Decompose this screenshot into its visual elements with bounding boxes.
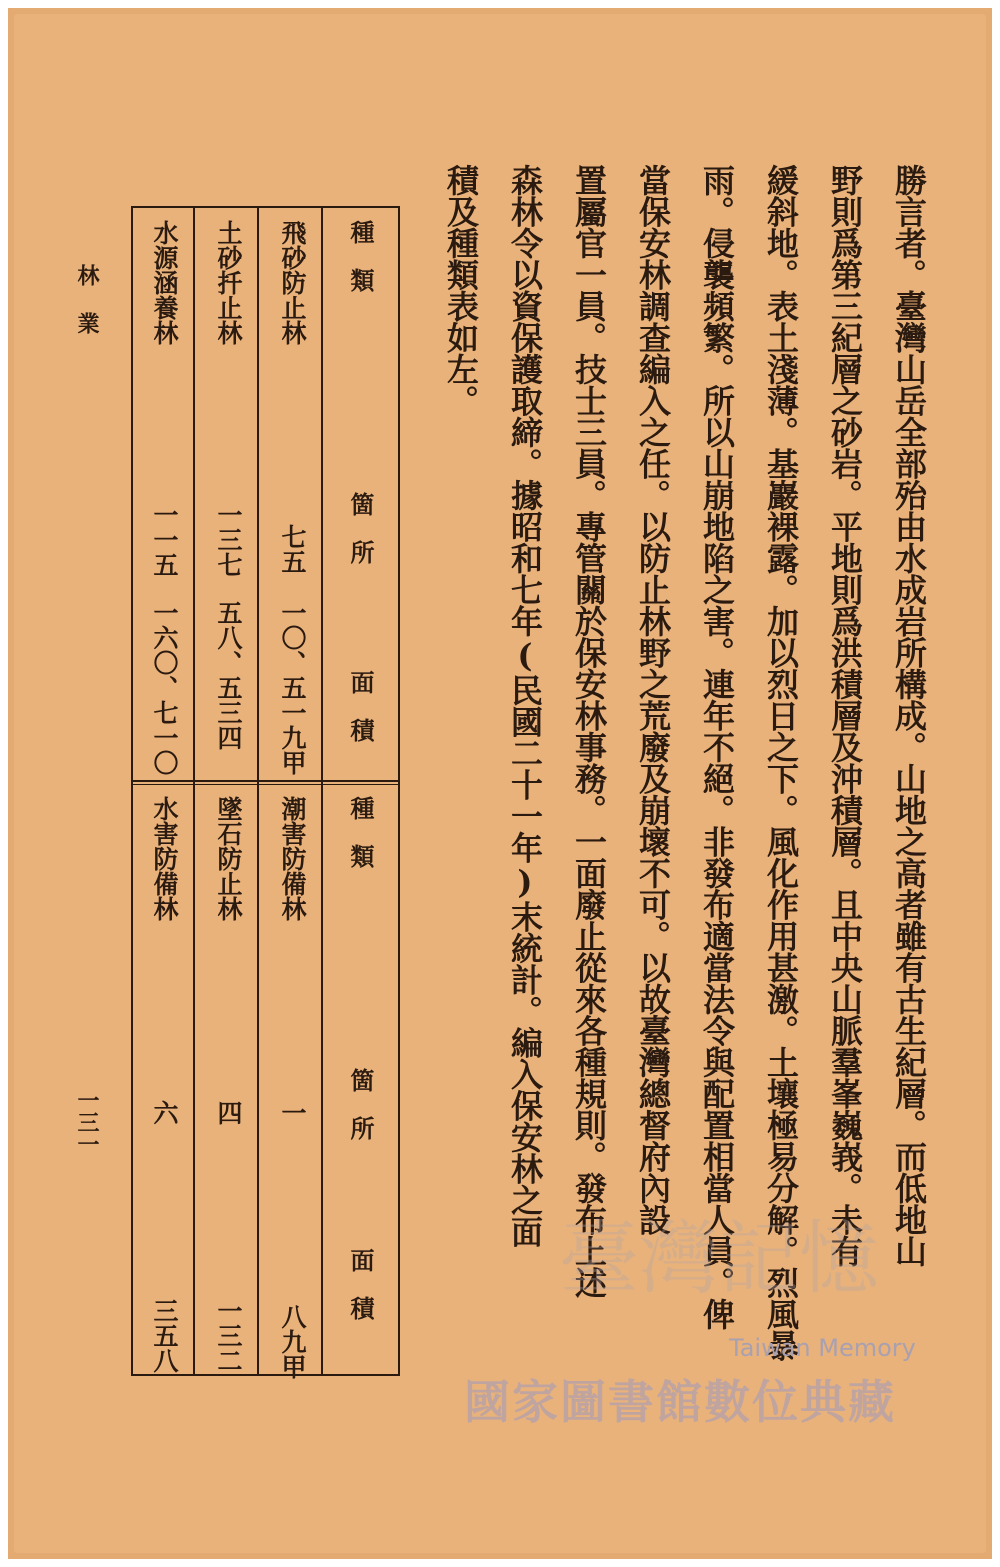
header-count: 箇 所 [346,1068,375,1140]
row-area: 五八、五三四 [214,600,243,750]
header-type: 種 類 [346,220,375,292]
watermark-text: 國家圖書館數位典藏 [464,1375,896,1429]
body-column-2: 野則爲第三紀層之砂岩。平地則爲洪積層及沖積層。且中央山脈羣峯巍峩。未有 [826,164,864,1267]
table-rule [321,208,323,1374]
watermark-logo: 臺灣記憶 [559,1212,879,1305]
row-type: 飛砂防止林 [278,220,307,345]
page-paper [14,14,986,1553]
header-count: 箇 所 [346,492,375,564]
row-count: 六 [150,1100,179,1125]
scanned-page [8,8,992,1559]
row-type: 潮害防備林 [278,796,307,921]
table-divider [133,784,398,785]
body-column-8: 積及種類表如左。 [442,164,480,416]
table-rule [193,208,195,1374]
header-area: 面 積 [346,670,375,742]
row-count: 一三七 [214,502,243,577]
row-area: 一〇、五一九甲 [278,600,307,775]
forest-table [131,206,400,1379]
header-area: 面 積 [346,1248,375,1320]
row-area: 一三二 [214,1298,243,1373]
row-type: 水害防備林 [150,796,179,921]
body-column-6: 置屬官一員。技士三員。專管關於保安林事務。一面廢止從來各種規則。發布上述 [570,164,608,1298]
row-count: 七五 [278,524,307,574]
row-area: 三五八 [150,1298,179,1373]
body-column-5: 當保安林調查編入之任。以防止林野之荒廢及崩壞不可。以故臺灣總督府內設 [634,164,672,1235]
row-type: 水源涵養林 [150,220,179,345]
table-rule [257,208,259,1374]
row-count: 四 [214,1100,243,1125]
book-title: 林 業 [74,264,100,334]
body-column-3: 緩斜地。表土淺薄。基巖裸露。加以烈日之下。風化作用甚激。土壤極易分解。烈風暴 [762,164,800,1361]
row-type: 土砂扦止林 [214,220,243,345]
page-number: 一三一 [74,1089,100,1155]
row-area: 一六〇、七一〇 [150,600,179,775]
body-column-7: 森林令以資保護取締。據昭和七年(民國二十一年)末統計。編入保安林之面 [506,164,544,1247]
header-type: 種 類 [346,796,375,868]
body-column-1: 勝言者。臺灣山岳全部殆由水成岩所構成。山地之高者雖有古生紀層。而低地山 [890,164,928,1267]
row-area: 八九甲 [278,1304,307,1379]
table-divider [133,780,398,782]
watermark-english: Taiwan Memory [729,1334,916,1362]
body-column-4: 雨。侵襲頻繁。所以山崩地陷之害。連年不絕。非發布適當法令與配置相當人員。俾 [698,164,736,1330]
row-count: 一 [278,1100,307,1125]
row-type: 墜石防止林 [214,796,243,921]
row-count: 一一五 [150,502,179,577]
